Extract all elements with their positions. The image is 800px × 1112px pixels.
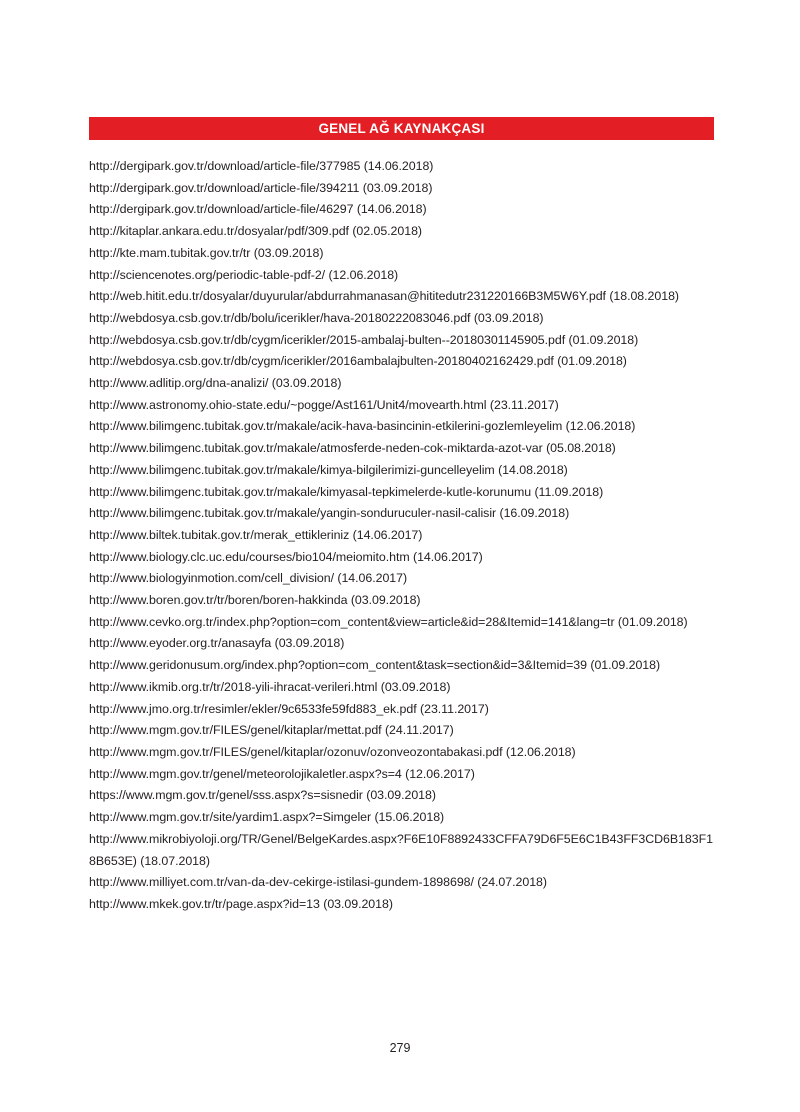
- reference-item: http://www.bilimgenc.tubitak.gov.tr/makale/acik-hava-basincinin-etkilerini-gozlemleyelim (12.06.2018): [89, 419, 636, 434]
- reference-item: https://www.mgm.gov.tr/genel/sss.aspx?s=sisnedir (03.09.2018): [89, 788, 436, 803]
- reference-item: http://www.mgm.gov.tr/site/yardim1.aspx?=Simgeler (15.06.2018): [89, 810, 445, 825]
- reference-item: http://www.biologyinmotion.com/cell_division/ (14.06.2017): [89, 571, 408, 586]
- reference-item: http://www.biltek.tubitak.gov.tr/merak_ettikleriniz (14.06.2017): [89, 527, 423, 542]
- reference-item: http://www.bilimgenc.tubitak.gov.tr/makale/atmosferde-neden-cok-miktarda-azot-var (05.08.2018): [89, 441, 616, 456]
- reference-item: http://www.mgm.gov.tr/FILES/genel/kitaplar/ozonuv/ozonveozontabakasi.pdf (12.06.2018): [89, 744, 576, 759]
- reference-item: http://www.bilimgenc.tubitak.gov.tr/makale/kimya-bilgilerimizi-guncelleyelim (14.08.2018): [89, 462, 568, 477]
- reference-item: http://webdosya.csb.gov.tr/db/cygm/icerikler/2015-ambalaj-bulten--20180301145905.pdf (01.09.2018): [89, 332, 639, 347]
- reference-item: http://www.eyoder.org.tr/anasayfa (03.09.2018): [89, 636, 345, 651]
- reference-item: http://www.mgm.gov.tr/genel/meteorolojikaletler.aspx?s=4 (12.06.2017): [89, 766, 475, 781]
- reference-item: http://www.astronomy.ohio-state.edu/~pogge/Ast161/Unit4/movearth.html (23.11.2017): [89, 397, 559, 412]
- reference-item: http://www.mikrobiyoloji.org/TR/Genel/BelgeKardes.aspx?F6E10F8892433CFFA79D6F5E6C1B43FF3CD6B183F18B653E) (18.07.2018): [89, 831, 713, 868]
- reference-item: http://www.milliyet.com.tr/van-da-dev-cekirge-istilasi-gundem-1898698/ (24.07.2018): [89, 875, 547, 890]
- reference-item: http://dergipark.gov.tr/download/article-file/377985 (14.06.2018): [89, 159, 434, 173]
- reference-item: http://www.mkek.gov.tr/tr/page.aspx?id=13 (03.09.2018): [89, 896, 393, 911]
- reference-item: http://sciencenotes.org/periodic-table-pdf-2/ (12.06.2018): [89, 267, 399, 282]
- reference-item: http://www.ikmib.org.tr/tr/2018-yili-ihracat-verileri.html (03.09.2018): [89, 679, 451, 694]
- reference-item: http://kte.mam.tubitak.gov.tr/tr (03.09.2018): [89, 245, 324, 260]
- reference-item: http://www.geridonusum.org/index.php?option=com_content&task=section&id=3&Itemid=39 (01.09.2018): [89, 658, 661, 673]
- reference-item: http://dergipark.gov.tr/download/article-file/394211 (03.09.2018): [89, 180, 433, 195]
- reference-item: http://webdosya.csb.gov.tr/db/bolu/icerikler/hava-20180222083046.pdf (03.09.2018): [89, 310, 544, 325]
- page-number: 279: [389, 1041, 411, 1055]
- reference-item: http://www.boren.gov.tr/tr/boren/boren-hakkinda (03.09.2018): [89, 593, 421, 608]
- reference-item: http://www.adlitip.org/dna-analizi/ (03.09.2018): [89, 376, 342, 391]
- reference-item: http://kitaplar.ankara.edu.tr/dosyalar/pdf/309.pdf (02.05.2018): [89, 224, 422, 239]
- reference-item: http://www.bilimgenc.tubitak.gov.tr/makale/kimyasal-tepkimelerde-kutle-korunumu (11.09.2018): [89, 484, 604, 499]
- reference-item: http://dergipark.gov.tr/download/article-file/46297 (14.06.2018): [89, 202, 427, 217]
- reference-item: http://www.mgm.gov.tr/FILES/genel/kitaplar/mettat.pdf (24.11.2017): [89, 723, 454, 738]
- reference-item: http://www.cevko.org.tr/index.php?option=com_content&view=article&id=28&Itemid=141&lang=tr (01.09.2018): [89, 614, 688, 629]
- reference-item: http://www.bilimgenc.tubitak.gov.tr/makale/yangin-sonduruculer-nasil-calisir (16.09.2018): [89, 506, 570, 521]
- reference-item: http://web.hitit.edu.tr/dosyalar/duyurular/abdurrahmanasan@hititedutr231220166B3M5W6Y.pdf (18.08.2018): [89, 289, 679, 304]
- reference-list: [89, 156, 719, 916]
- reference-item: http://www.jmo.org.tr/resimler/ekler/9c6533fe59fd883_ek.pdf (23.11.2017): [89, 701, 489, 716]
- reference-item: http://webdosya.csb.gov.tr/db/cygm/icerikler/2016ambalajbulten-20180402162429.pdf (01.09.2018): [89, 354, 627, 369]
- section-title: GENEL AĞ KAYNAKÇASI: [89, 117, 714, 140]
- reference-item: http://www.biology.clc.uc.edu/courses/bio104/meiomito.htm (14.06.2017): [89, 549, 483, 564]
